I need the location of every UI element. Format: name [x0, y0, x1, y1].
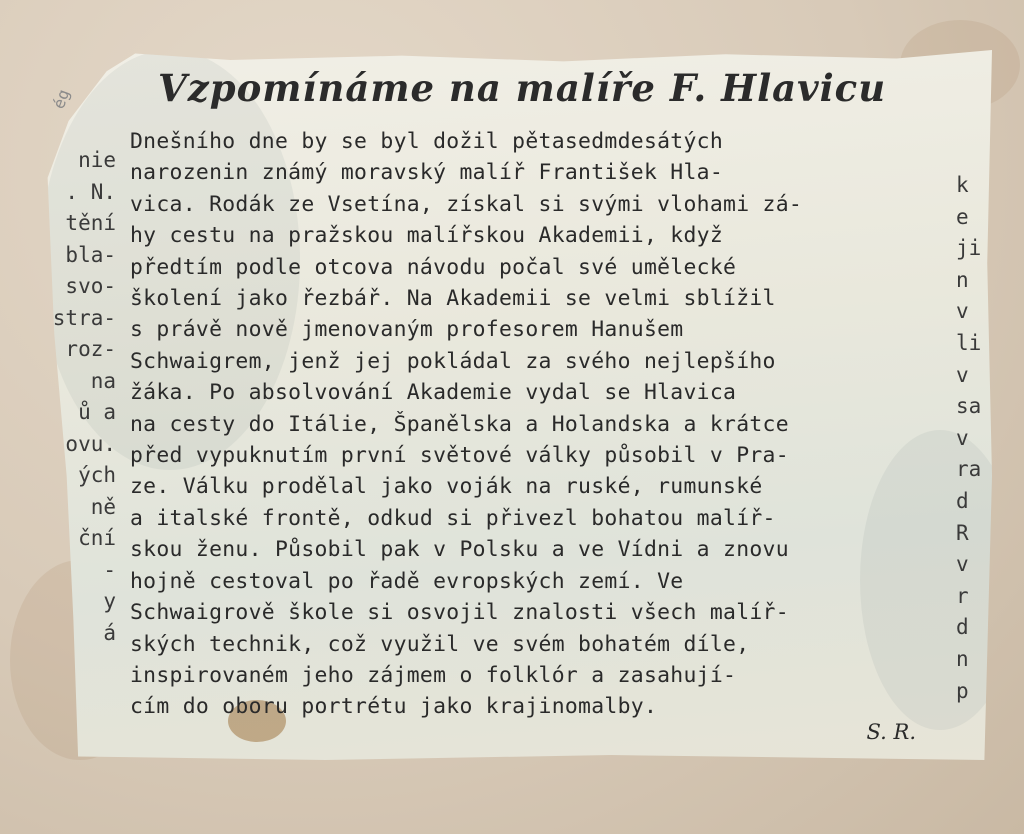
- fragment: v: [956, 425, 969, 450]
- fragment: n: [956, 267, 969, 292]
- article-line: školení jako řezbář. Na Akademii se velmi sblížil: [130, 286, 776, 312]
- fragment: svo-: [65, 274, 116, 298]
- fragment: bla-: [65, 242, 116, 267]
- fragment: R: [956, 520, 969, 545]
- fragment: e: [956, 204, 969, 229]
- article-line: inspirovaném jeho zájmem o folklór a zasahují-: [130, 662, 737, 688]
- fragment: ovu.: [65, 431, 116, 456]
- fragment: li: [956, 330, 982, 355]
- fragment: sa: [956, 394, 982, 419]
- fragment: k: [956, 173, 969, 197]
- article-line: ze. Válku prodělal jako voják na ruské, rumunské: [130, 474, 763, 500]
- fragment: ů a: [78, 400, 116, 424]
- fragment: ční: [78, 526, 116, 550]
- article-line: hy cestu na pražskou malířskou Akademii, když: [130, 223, 724, 249]
- article-line: na cesty do Itálie, Španělska a Holandska a krátce: [130, 411, 789, 437]
- fragment: nie: [78, 148, 116, 172]
- edge-scrap-text: ég: [48, 86, 74, 112]
- article-line: žáka. Po absolvování Akademie vydal se Hlavica: [130, 380, 737, 406]
- fragment: d: [956, 488, 969, 513]
- fragment: v: [956, 552, 969, 577]
- article-line: předtím podle otcova návodu počal své umělecké: [130, 254, 737, 280]
- article-line: a italské frontě, odkud si přivezl bohatou malíř-: [130, 505, 776, 531]
- author-signature: S. R.: [866, 720, 916, 744]
- fragment: . N.: [65, 179, 116, 204]
- right-column-fragments: [956, 170, 986, 707]
- article-line: Schwaigrově škole si osvojil znalosti všech malíř-: [130, 600, 789, 626]
- fragment: ně: [90, 494, 116, 519]
- fragment: p: [956, 678, 969, 703]
- article-line: skou ženu. Působil pak v Polsku a ve Vídni a znovu: [130, 537, 789, 563]
- fragment: ji: [956, 236, 982, 261]
- fragment: d: [956, 615, 969, 640]
- article-line: Dnešního dne by se byl dožil pětasedmdesátých: [130, 129, 724, 154]
- article-line: před vypuknutím první světové války působil v Pra-: [130, 443, 789, 469]
- fragment: v: [956, 299, 969, 324]
- article-line: hojně cestoval po řadě evropských zemí. Ve: [130, 568, 684, 594]
- fragment: y: [103, 589, 116, 613]
- fragment: -: [103, 557, 116, 582]
- article-line: s právě nově jmenovaným profesorem Hanušem: [130, 317, 684, 343]
- article-line: ských technik, což využil ve svém bohatém díle,: [130, 631, 750, 657]
- article-title: Vzpomínáme na malíře F. Hlavicu: [158, 66, 887, 110]
- fragment: ra: [956, 457, 982, 482]
- fragment: r: [956, 583, 969, 608]
- fragment: roz-: [65, 337, 116, 361]
- article-line: cím do oboru portrétu jako krajinomalby.: [130, 694, 658, 720]
- fragment: ých: [78, 463, 116, 487]
- fragment: na: [90, 368, 116, 393]
- article-line: vica. Rodák ze Vsetína, získal si svými vlohami zá-: [130, 191, 803, 217]
- article-body: [130, 126, 930, 723]
- fragment: stra-: [52, 305, 116, 330]
- left-column-fragments: [44, 145, 116, 649]
- article-line: Schwaigrem, jenž jej pokládal za svého nejlepšího: [130, 348, 776, 374]
- fragment: n: [956, 646, 969, 671]
- fragment: á: [103, 620, 116, 645]
- fragment: v: [956, 362, 969, 387]
- article-line: narozenin známý moravský malíř František Hla-: [130, 160, 724, 186]
- fragment: tění: [65, 211, 116, 235]
